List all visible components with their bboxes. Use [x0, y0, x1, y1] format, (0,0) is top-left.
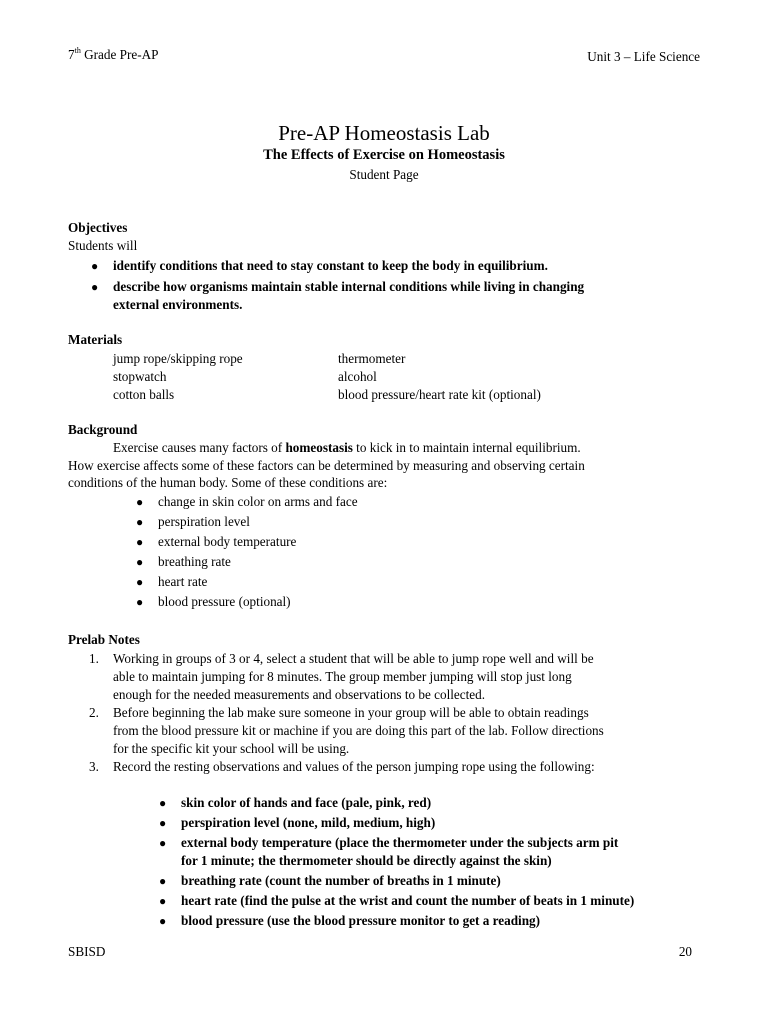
- materials-left-column: [113, 350, 243, 404]
- material-item: cotton balls: [113, 387, 175, 402]
- footer-district: SBISD: [68, 944, 106, 959]
- observations-list: [159, 794, 711, 932]
- list-item: ● external body temperature (place the thermometer under the subjects arm pit for 1 minute; the thermometer should be directly against the skin): [159, 835, 619, 868]
- prelab-step: 1. Working in groups of 3 or 4, select a student that will be able to jump rope well and will be able to maintain jumping for 8 minutes. The group member jumping will stop just long enough for the needed measurements and observations to be collected.: [89, 651, 594, 702]
- materials-right-column: [338, 350, 541, 404]
- conditions-list: [136, 493, 358, 613]
- page-subtitle: The Effects of Exercise on Homeostasis: [263, 147, 505, 163]
- list-item: ● describe how organisms maintain stable internal conditions while living in changing external environments.: [91, 279, 585, 312]
- list-item: ● heart rate (find the pulse at the wrist and count the number of beats in 1 minute): [159, 893, 635, 908]
- bullet-icon: ●: [159, 894, 167, 908]
- objectives-heading: Objectives: [68, 220, 128, 235]
- student-page-label: Student Page: [349, 167, 419, 182]
- background-line-1: Exercise causes many factors of homeostasis to kick in to maintain internal equilibrium.: [113, 440, 581, 455]
- header-unit: Unit 3 – Life Science: [587, 49, 700, 64]
- bullet-icon: ●: [159, 796, 167, 810]
- bullet-icon: ●: [91, 259, 99, 273]
- background-heading: Background: [68, 422, 138, 437]
- header-grade: 7th Grade Pre-AP: [68, 45, 159, 62]
- objectives-list: [91, 257, 585, 314]
- bullet-icon: ●: [91, 280, 99, 294]
- prelab-step: 2. Before beginning the lab make sure someone in your group will be able to obtain readings from the blood pressure kit or machine if you are doing this part of the lab. Follow directions for the specific kit your school will be using.: [89, 705, 604, 756]
- list-item: ● perspiration level (none, mild, medium, high): [159, 815, 436, 830]
- list-item: ● change in skin color on arms and face: [136, 494, 358, 509]
- background-line-3: conditions of the human body. Some of these conditions are:: [68, 475, 388, 490]
- page-title: Pre-AP Homeostasis Lab: [278, 121, 490, 145]
- bullet-icon: ●: [136, 515, 144, 529]
- list-item: ● breathing rate: [136, 554, 231, 569]
- list-item: ● perspiration level: [136, 514, 250, 529]
- objectives-intro: Students will: [68, 238, 138, 253]
- list-item: ● identify conditions that need to stay constant to keep the body in equilibrium.: [91, 258, 548, 273]
- list-item: ● breathing rate (count the number of breaths in 1 minute): [159, 873, 501, 888]
- materials-heading: Materials: [68, 332, 123, 347]
- bullet-icon: ●: [159, 836, 167, 850]
- bullet-icon: ●: [136, 575, 144, 589]
- bullet-icon: ●: [159, 914, 167, 928]
- bullet-icon: ●: [159, 816, 167, 830]
- material-item: thermometer: [338, 351, 406, 366]
- bullet-icon: ●: [136, 595, 144, 609]
- list-item: ● blood pressure (optional): [136, 594, 291, 609]
- material-item: jump rope/skipping rope: [113, 351, 243, 366]
- bullet-icon: ●: [136, 535, 144, 549]
- prelab-heading: Prelab Notes: [68, 632, 140, 647]
- list-item: ● heart rate: [136, 574, 208, 589]
- page-number: 20: [678, 944, 692, 959]
- prelab-list: [89, 650, 703, 776]
- list-item: ● skin color of hands and face (pale, pink, red): [159, 795, 432, 810]
- material-item: blood pressure/heart rate kit (optional): [338, 387, 541, 402]
- bullet-icon: ●: [136, 495, 144, 509]
- bullet-icon: ●: [136, 555, 144, 569]
- background-line-2: How exercise affects some of these factors can be determined by measuring and observing certain: [68, 458, 585, 473]
- material-item: stopwatch: [113, 369, 167, 384]
- material-item: alcohol: [338, 369, 377, 384]
- list-item: ● blood pressure (use the blood pressure monitor to get a reading): [159, 913, 541, 928]
- prelab-step: 3. Record the resting observations and values of the person jumping rope using the following:: [89, 759, 595, 774]
- bullet-icon: ●: [159, 874, 167, 888]
- list-item: ● external body temperature: [136, 534, 297, 549]
